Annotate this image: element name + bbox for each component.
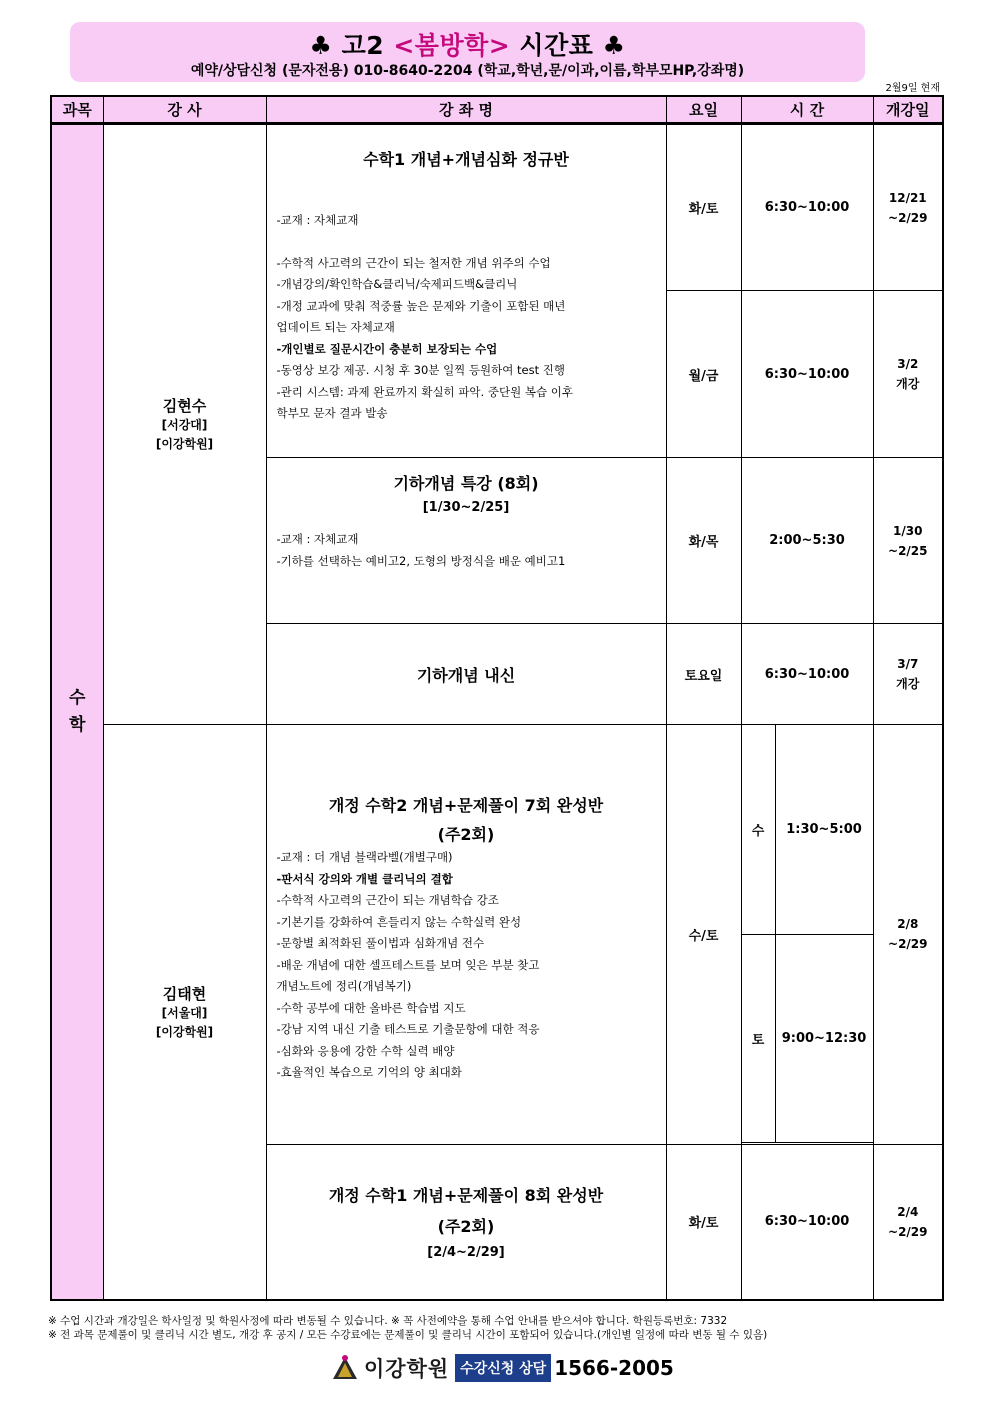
- teacher-cell-1: [103, 124, 266, 725]
- slot-day: 수: [741, 725, 775, 935]
- day-cell: 화/토: [666, 124, 741, 291]
- teacher-academy: [이강학원]: [155, 437, 214, 451]
- detail-line: -수학 공부에 대한 올바른 학습법 지도: [276, 1000, 466, 1015]
- brand-bar: [330, 1352, 674, 1384]
- detail-line: -개념강의/확인학습&클리닉/숙제피드백&클리닉: [276, 277, 518, 291]
- day-cell: 화/토: [666, 1144, 741, 1300]
- col-start: 개강일: [873, 96, 943, 124]
- day-cell: 화/목: [666, 458, 741, 624]
- start-cell: [873, 624, 943, 725]
- detail-line: 업데이트 되는 자체교재: [276, 320, 395, 334]
- footnote-2: ※ 전 과목 문제풀이 및 클리닉 시간 별도, 개강 후 공지 / 모든 수강료에는 문제풀이 및 클리닉 시간이 포함되어 있습니다.(개인별 일정에 따라 변동 될 수 있음): [48, 1329, 768, 1341]
- detail-line: -강남 지역 내신 기출 테스트로 기출문항에 대한 적응: [276, 1022, 540, 1036]
- course-cell-c1: [266, 124, 666, 458]
- course-title: 기하개념 내신: [416, 665, 516, 685]
- start-cell: [873, 725, 943, 1145]
- course-cell-c2: [266, 458, 666, 624]
- detail-line: -교재 : 더 개념 블랙라벨(개별구매): [276, 850, 453, 864]
- subject-label: 수 학: [69, 688, 86, 735]
- detail-line: -수학적 사고력의 근간이 되는 개념학습 강조: [276, 893, 499, 907]
- start-date: 12/21 ~2/29: [888, 190, 928, 225]
- header-row: [51, 96, 943, 124]
- detail-line: -기하를 선택하는 예비고2, 도형의 방정식을 배운 예비고1: [276, 553, 566, 568]
- time-cell: 2:00~5:30: [741, 458, 873, 624]
- detail-line: 개념노트에 정리(개념복기): [276, 979, 412, 993]
- detail-line: -교재 : 자체교재: [276, 532, 359, 546]
- time-cell: 6:30~10:00: [741, 1144, 873, 1300]
- teacher-school: [서울대]: [161, 1005, 208, 1020]
- detail-line: -효율적인 복습으로 기억의 양 최대화: [276, 1065, 462, 1079]
- day-cell: 월/금: [666, 291, 741, 458]
- course-title: 개정 수학2 개념+문제풀이 7회 완성반: [328, 796, 604, 815]
- detail-line: -판서식 강의와 개별 클리닉의 결합: [276, 871, 453, 886]
- course-period: [2/4~2/29]: [427, 1245, 505, 1261]
- course-subtitle: (주2회): [437, 825, 495, 844]
- col-course: 강 좌 명: [266, 96, 666, 124]
- course-details: [277, 847, 656, 1084]
- detail-line: [277, 232, 656, 253]
- as-of-date: 2월9일 현재: [885, 83, 940, 94]
- start-date: 3/2 개강: [896, 357, 920, 391]
- course-cell-c4: [266, 725, 666, 1145]
- course-subtitle: (주2회): [437, 1217, 495, 1237]
- start-cell: [873, 124, 943, 291]
- course-cell-c3: [266, 624, 666, 725]
- title-highlight: <봄방학>: [393, 31, 511, 60]
- course-title: 개정 수학1 개념+문제풀이 8회 완성반: [328, 1186, 604, 1206]
- enroll-consult-badge: 수강신청 상담: [455, 1354, 551, 1382]
- teacher-name: 김태현: [162, 984, 207, 1003]
- brand-name: 이강학원: [364, 1357, 450, 1381]
- detail-line: -개정 교과에 맞춰 적중률 높은 문제와 기출이 포함된 매년: [276, 298, 566, 313]
- day-cell: 토요일: [666, 624, 741, 725]
- detail-line: -배운 개념에 대한 셀프테스트를 보며 잊은 부분 찾고: [276, 957, 540, 972]
- teacher-academy: [이강학원]: [155, 1024, 214, 1039]
- col-subject: 과목: [51, 96, 103, 124]
- slot-time: 9:00~12:30: [775, 935, 873, 1143]
- start-date: 2/8 ~2/29: [888, 917, 928, 952]
- start-date: 2/4 ~2/29: [888, 1204, 928, 1239]
- detail-line: -심화와 응용에 강한 수학 실력 배양: [276, 1043, 455, 1058]
- start-date: 3/7 개강: [896, 657, 920, 691]
- detail-line: -교재 : 자체교재: [276, 213, 359, 227]
- title-banner: [70, 22, 865, 82]
- phone-number: 1566-2005: [554, 1356, 674, 1380]
- detail-line: -기본기를 강화하여 흔들리지 않는 수학실력 완성: [276, 914, 522, 929]
- col-time: 시 간: [741, 96, 873, 124]
- start-date: 1/30 ~2/25: [888, 523, 928, 558]
- time-cell: 6:30~10:00: [741, 124, 873, 291]
- start-cell: [873, 458, 943, 624]
- schedule-table: [50, 95, 944, 1301]
- detail-line: -관리 시스템: 과제 완료까지 확실히 파악. 중단원 복습 이후: [276, 384, 573, 399]
- course-title: 기하개념 특강 (8회): [393, 474, 539, 493]
- teacher-school: [서강대]: [161, 418, 208, 432]
- slot-day: 토: [741, 935, 775, 1143]
- time-cell: 6:30~10:00: [741, 624, 873, 725]
- teacher-cell-2: [103, 725, 266, 1301]
- course-details: [277, 529, 656, 572]
- detail-line: -개인별로 질문시간이 충분히 보장되는 수업: [276, 341, 498, 356]
- academy-logo-icon: [330, 1353, 360, 1383]
- detail-line: -동영상 보강 제공. 시청 후 30분 일찍 등원하여 test 진행: [276, 363, 565, 377]
- course-cell-c5: [266, 1144, 666, 1300]
- course-details: [277, 210, 656, 425]
- subject-cell: [51, 124, 103, 1301]
- start-cell: [873, 291, 943, 458]
- teacher-name: 김현수: [162, 397, 207, 415]
- page-title: [70, 26, 865, 62]
- day-cell: 수/토: [666, 725, 741, 1145]
- footnote-1: ※ 수업 시간과 개강일은 학사일정 및 학원사정에 따라 변동될 수 있습니다. ※ 꼭 사전예약을 통해 수업 안내를 받으셔야 합니다. 학원등록번호: 7332: [48, 1315, 728, 1327]
- detail-line: -수학적 사고력의 근간이 되는 철저한 개념 위주의 수업: [276, 255, 551, 270]
- contact-info: 예약/상담신청 (문자전용) 010-8640-2204 (학교,학년,문/이과,이름,학부모HP,강좌명): [190, 63, 745, 79]
- title-prefix: ♣ 고2: [309, 31, 394, 60]
- slot-time: 1:30~5:00: [775, 725, 873, 935]
- course-title: 수학1 개념+개념심화 정규반: [363, 150, 569, 169]
- time-cell: 6:30~10:00: [741, 291, 873, 458]
- start-cell: [873, 1144, 943, 1300]
- title-suffix: 시간표 ♣: [510, 31, 626, 60]
- detail-line: -문항별 최적화된 풀이법과 심화개념 전수: [276, 936, 485, 950]
- col-teacher: 강 사: [103, 96, 266, 124]
- course-period: [1/30~2/25]: [422, 500, 510, 515]
- detail-line: 학부모 문자 결과 발송: [276, 406, 388, 420]
- col-day: 요일: [666, 96, 741, 124]
